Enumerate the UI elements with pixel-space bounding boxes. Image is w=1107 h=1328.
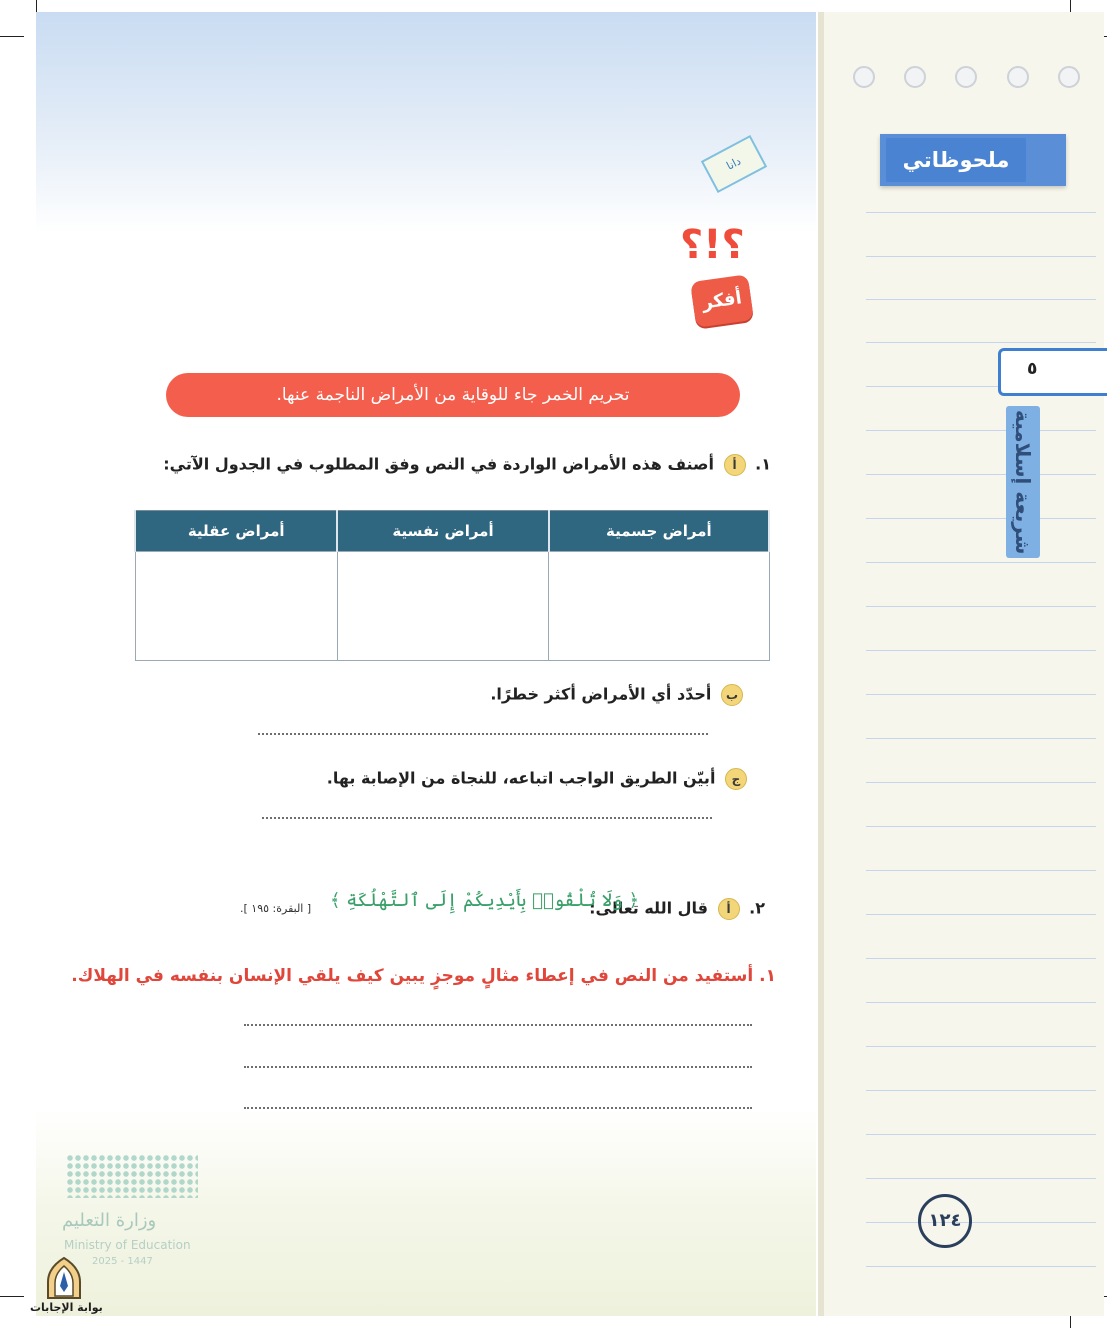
answer-line[interactable] bbox=[262, 817, 712, 819]
worksheet-page bbox=[36, 12, 816, 1316]
binder-hole bbox=[904, 66, 926, 88]
note-line bbox=[866, 212, 1096, 213]
note-line bbox=[866, 870, 1096, 871]
letter-badge: أ bbox=[724, 454, 746, 476]
subject-tab: شريعة إسلامية bbox=[1006, 406, 1040, 558]
note-line bbox=[866, 782, 1096, 783]
note-line bbox=[866, 430, 1096, 431]
note-line bbox=[866, 958, 1096, 959]
note-line bbox=[866, 474, 1096, 475]
note-line bbox=[866, 606, 1096, 607]
answer-cell[interactable] bbox=[337, 552, 548, 661]
quran-verse: ﴿ وَلَا تُلْقُوا۟ بِأَيْدِيكُمْ إِلَى ٱلتَّهْلُكَةِ ﴾ bbox=[330, 890, 640, 911]
question-number: ١. bbox=[755, 454, 771, 474]
crop-mark bbox=[0, 1296, 24, 1297]
note-line bbox=[866, 914, 1096, 915]
note-line bbox=[866, 562, 1096, 563]
notes-title: ملحوظاتي bbox=[886, 138, 1026, 182]
answer-cell[interactable] bbox=[135, 552, 337, 661]
ministry-year: 2025 - 1447 bbox=[92, 1256, 153, 1267]
letter-badge: ب bbox=[721, 684, 743, 706]
answers-portal-logo-text: بوابة الإجابات bbox=[30, 1301, 103, 1314]
question-text: أحدّد أي الأمراض أكثر خطرًا. bbox=[490, 684, 712, 704]
crop-mark bbox=[0, 36, 24, 37]
answer-line[interactable] bbox=[244, 1107, 752, 1109]
binder-hole bbox=[1058, 66, 1080, 88]
think-badge: أفكر bbox=[690, 274, 754, 328]
verse-reference: [ البقرة: ١٩٥ ]. bbox=[240, 902, 312, 915]
unit-number-box bbox=[998, 348, 1107, 396]
notes-header bbox=[880, 134, 1066, 186]
note-line bbox=[866, 1134, 1096, 1135]
letter-badge: ج bbox=[725, 768, 747, 790]
ministry-name-ar: وزارة التعليم bbox=[62, 1210, 157, 1231]
sub-question: ١. أستفيد من النص في إعطاء مثالٍ موجزٍ يبين كيف يلقي الإنسان بنفسه في الهلاك. bbox=[71, 966, 776, 986]
question-1b bbox=[490, 684, 747, 706]
table-row bbox=[135, 552, 769, 661]
letter-badge: أ bbox=[718, 898, 740, 920]
answer-line[interactable] bbox=[244, 1066, 752, 1068]
answer-cell[interactable] bbox=[549, 552, 769, 661]
topic-banner: تحريم الخمر جاء للوقاية من الأمراض الناجمة عنها. bbox=[166, 373, 740, 417]
notes-panel bbox=[818, 12, 1104, 1316]
note-line bbox=[866, 1046, 1096, 1047]
note-line bbox=[866, 342, 1096, 343]
unit-number: ٥ bbox=[1027, 359, 1038, 379]
disease-classification-table bbox=[134, 510, 770, 661]
answer-line[interactable] bbox=[244, 1024, 752, 1026]
binder-hole bbox=[853, 66, 875, 88]
question-intro: قال الله تعالى: bbox=[589, 898, 708, 918]
note-line bbox=[866, 738, 1096, 739]
binder-hole bbox=[955, 66, 977, 88]
table-header: أمراض نفسية bbox=[337, 511, 548, 552]
think-marks-text: ؟!؟ bbox=[680, 222, 745, 268]
card-icon: دانا bbox=[701, 135, 767, 193]
ministry-logo-dots bbox=[66, 1154, 198, 1198]
note-line bbox=[866, 1222, 1096, 1223]
note-line bbox=[866, 1178, 1096, 1179]
table-header-row bbox=[135, 511, 769, 552]
note-line bbox=[866, 826, 1096, 827]
question-text: أبيّن الطريق الواجب اتباعه، للنجاة من الإصابة بها. bbox=[326, 768, 716, 788]
binder-hole bbox=[1007, 66, 1029, 88]
table-header: أمراض عقلية bbox=[135, 511, 337, 552]
table-header: أمراض جسمية bbox=[549, 511, 769, 552]
note-line bbox=[866, 299, 1096, 300]
answer-line[interactable] bbox=[258, 733, 708, 735]
question-1a bbox=[163, 454, 771, 476]
answers-portal-logo-icon bbox=[44, 1256, 84, 1300]
note-line bbox=[866, 256, 1096, 257]
note-line bbox=[866, 650, 1096, 651]
question-exclamation-icon bbox=[680, 222, 745, 268]
note-line bbox=[866, 1002, 1096, 1003]
ministry-name-en: Ministry of Education bbox=[64, 1238, 191, 1252]
question-number: ٢. bbox=[749, 898, 765, 918]
note-line bbox=[866, 518, 1096, 519]
note-line bbox=[866, 1266, 1096, 1267]
page-number: ١٢٤ bbox=[918, 1194, 972, 1248]
question-text: أصنف هذه الأمراض الواردة في النص وفق المطلوب في الجدول الآتي: bbox=[163, 454, 714, 474]
note-line bbox=[866, 1090, 1096, 1091]
note-line bbox=[866, 694, 1096, 695]
question-1c bbox=[327, 768, 751, 790]
